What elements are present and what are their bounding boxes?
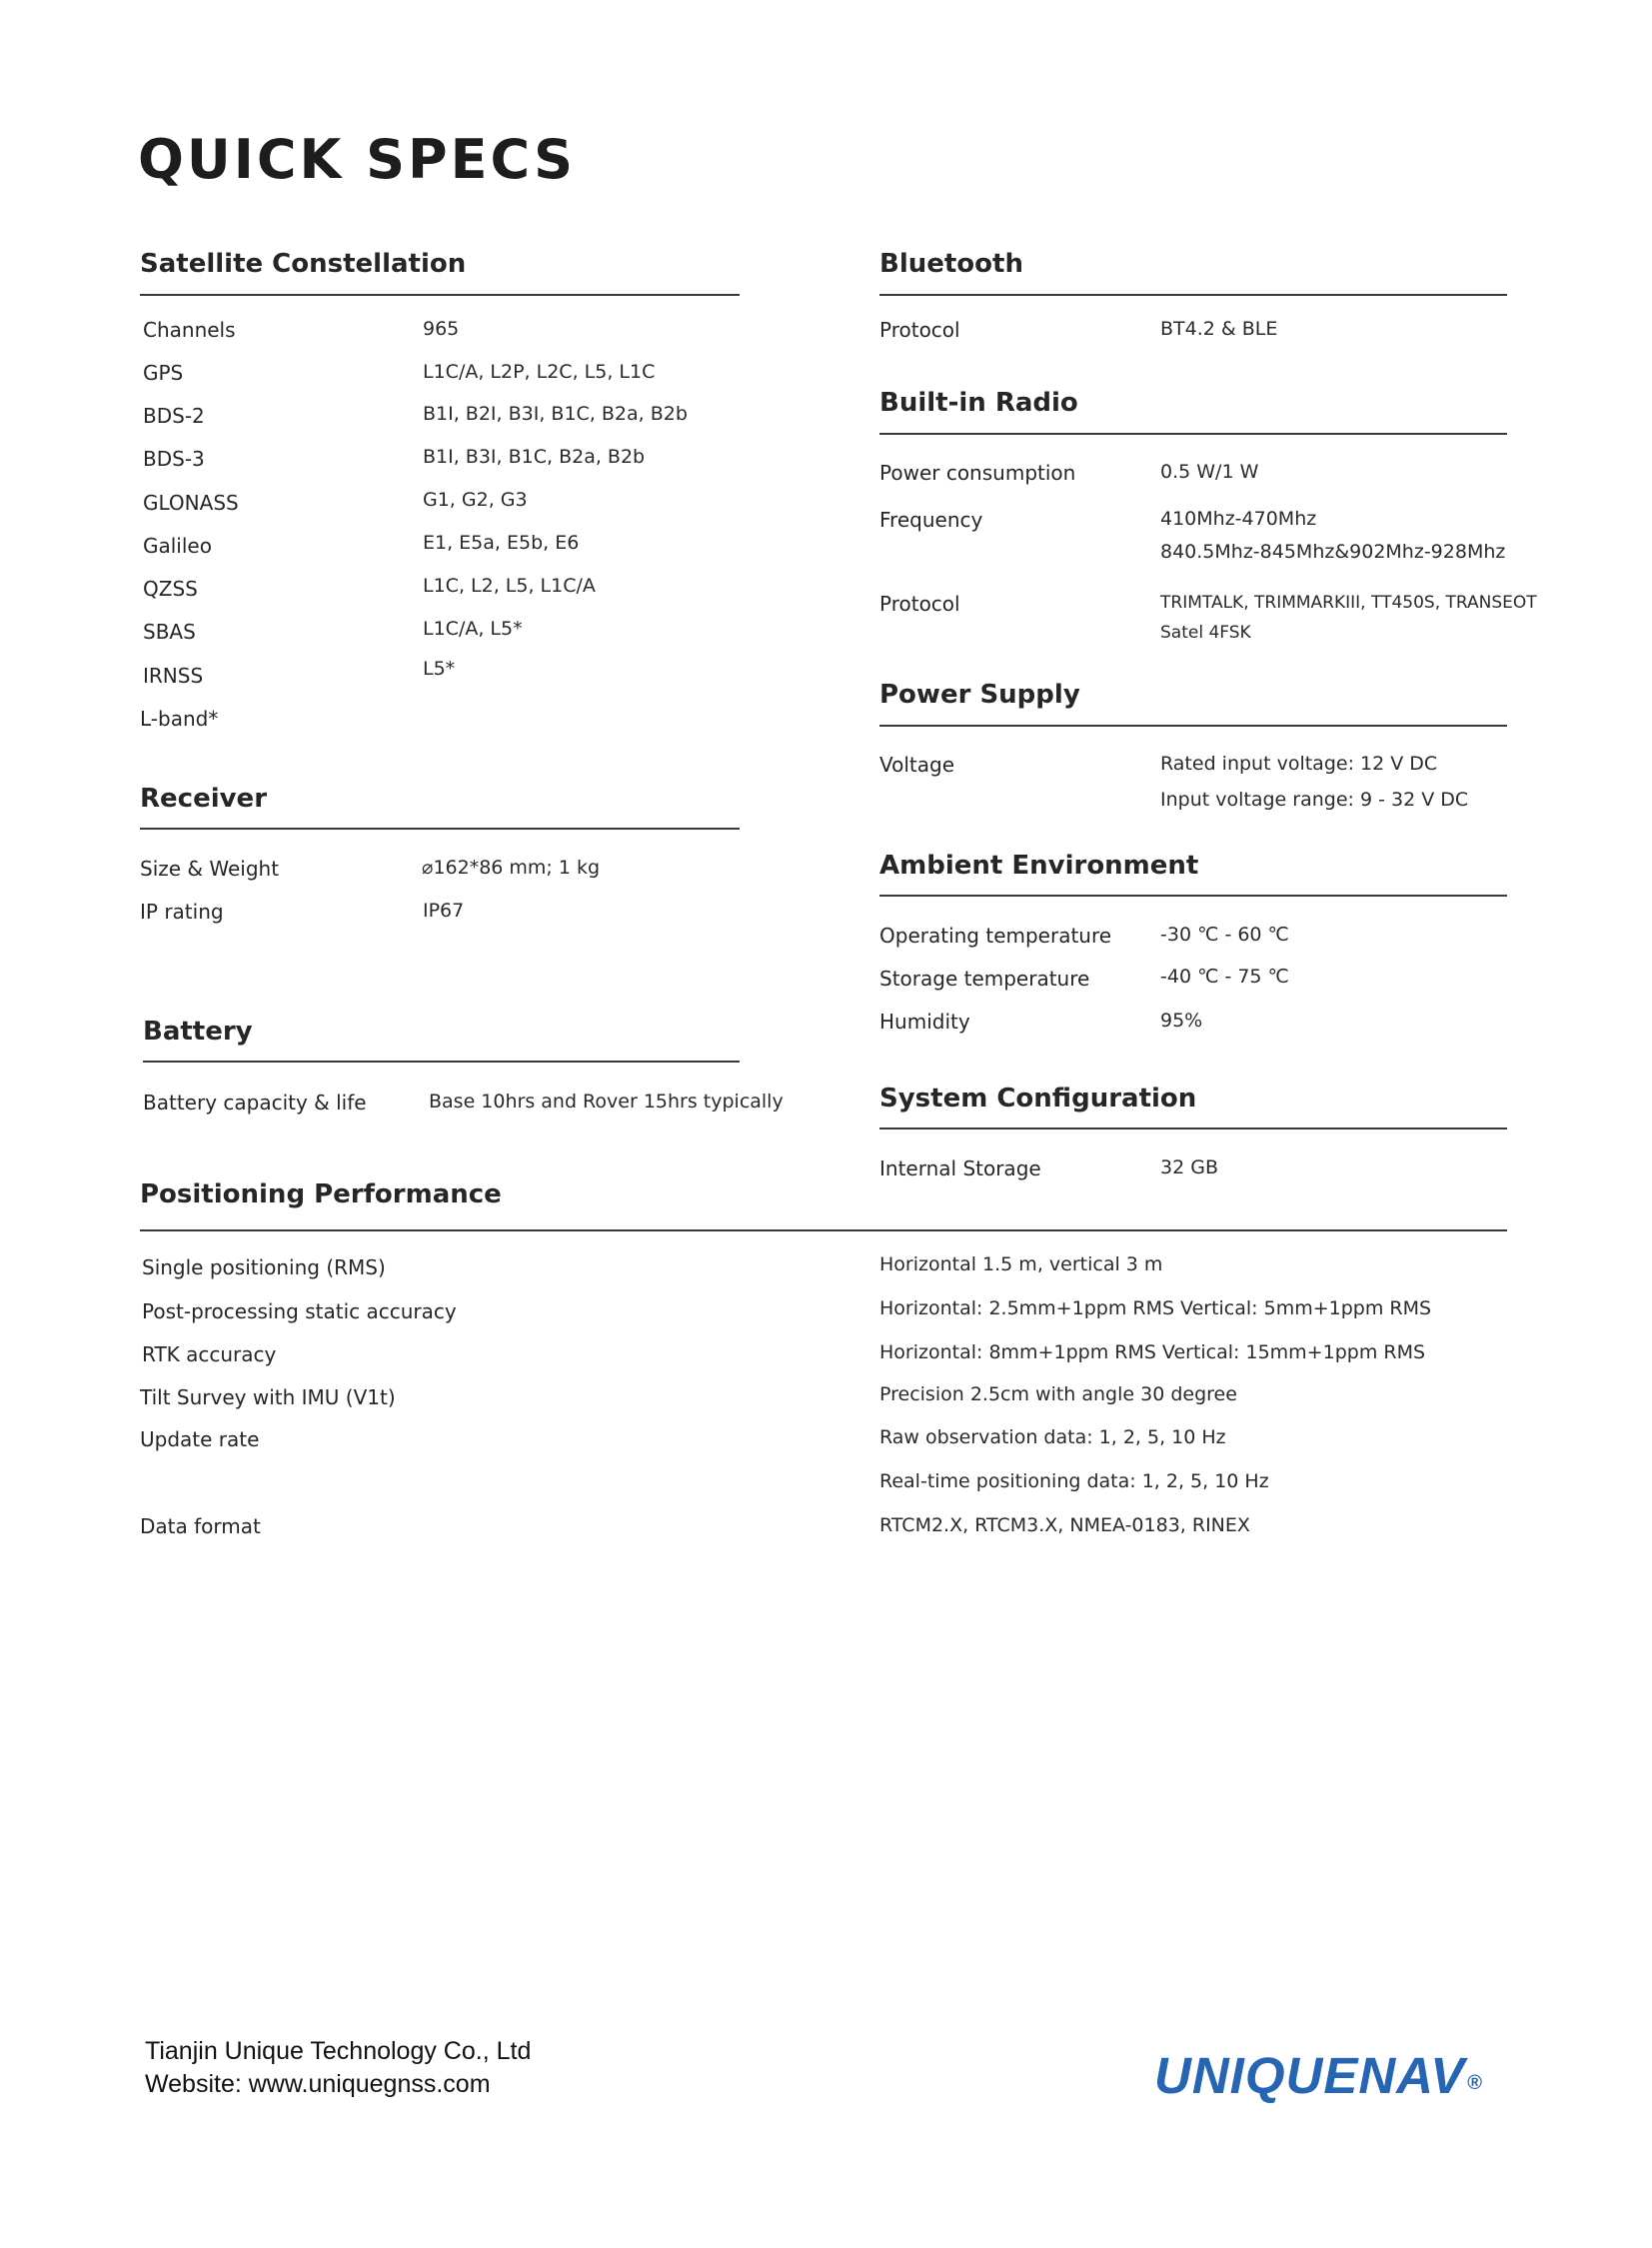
positioning-value: Horizontal: 2.5mm+1ppm RMS Vertical: 5mm+1ppm RMS: [879, 1297, 1432, 1319]
bluetooth-label: Protocol: [879, 318, 960, 342]
positioning-value: Raw observation data: 1, 2, 5, 10 Hz: [879, 1426, 1226, 1448]
positioning-label: Data format: [140, 1514, 261, 1538]
power-value: Rated input voltage: 12 V DC: [1160, 753, 1438, 775]
satellite-value: L1C/A, L2P, L2C, L5, L1C: [423, 361, 656, 383]
receiver-value: IP67: [423, 900, 465, 922]
satellite-value: B1I, B2I, B3I, B1C, B2a, B2b: [423, 403, 688, 425]
registered-mark: ®: [1467, 2072, 1483, 2094]
power-divider: [879, 725, 1507, 727]
positioning-label: Tilt Survey with IMU (V1t): [140, 1385, 396, 1409]
battery-divider: [143, 1061, 740, 1063]
system-label: Internal Storage: [879, 1156, 1041, 1180]
satellite-label: L-band*: [140, 707, 219, 731]
radio-value: 0.5 W/1 W: [1160, 461, 1259, 483]
satellite-heading: Satellite Constellation: [140, 249, 467, 279]
environment-label: Storage temperature: [879, 967, 1090, 991]
receiver-divider: [140, 828, 740, 830]
positioning-value: Precision 2.5cm with angle 30 degree: [879, 1383, 1237, 1405]
footer-company: Tianjin Unique Technology Co., Ltd: [145, 2037, 532, 2065]
power-heading: Power Supply: [879, 680, 1080, 710]
positioning-value: RTCM2.X, RTCM3.X, NMEA-0183, RINEX: [879, 1514, 1250, 1536]
satellite-label: GLONASS: [143, 491, 239, 515]
radio-label: Frequency: [879, 508, 983, 532]
environment-label: Humidity: [879, 1010, 970, 1034]
logo-text: UNIQUENAV: [1154, 2047, 1466, 2104]
environment-value: 95%: [1160, 1010, 1203, 1032]
bluetooth-divider: [879, 294, 1507, 296]
system-heading: System Configuration: [879, 1084, 1197, 1114]
page-title: QUICK SPECS: [138, 128, 576, 191]
positioning-label: Post-processing static accuracy: [142, 1299, 457, 1323]
positioning-label: Single positioning (RMS): [142, 1255, 386, 1279]
radio-value: 410Mhz-470Mhz: [1160, 508, 1317, 530]
satellite-label: Galileo: [143, 534, 212, 558]
satellite-value: G1, G2, G3: [423, 489, 528, 511]
satellite-label: BDS-3: [143, 447, 205, 471]
environment-divider: [879, 895, 1507, 897]
footer-website: Website: www.uniquegnss.com: [145, 2070, 491, 2098]
uniquenav-logo: [1154, 2046, 1483, 2105]
radio-value: Satel 4FSK: [1160, 623, 1251, 643]
battery-heading: Battery: [143, 1017, 253, 1047]
receiver-label: IP rating: [140, 900, 224, 924]
radio-label: Protocol: [879, 592, 960, 616]
satellite-label: BDS-2: [143, 404, 205, 428]
radio-value: 840.5Mhz-845Mhz&902Mhz-928Mhz: [1160, 541, 1506, 563]
power-value: Input voltage range: 9 - 32 V DC: [1160, 789, 1469, 811]
satellite-label: IRNSS: [143, 664, 204, 688]
bluetooth-heading: Bluetooth: [879, 249, 1023, 279]
positioning-value: Real-time positioning data: 1, 2, 5, 10 Hz: [879, 1470, 1269, 1492]
satellite-divider: [140, 294, 740, 296]
environment-label: Operating temperature: [879, 924, 1112, 948]
environment-heading: Ambient Environment: [879, 851, 1199, 881]
environment-value: -40 ℃ - 75 ℃: [1160, 966, 1289, 988]
satellite-value: E1, E5a, E5b, E6: [423, 532, 580, 554]
satellite-label: QZSS: [143, 577, 198, 601]
radio-divider: [879, 433, 1507, 435]
satellite-label: SBAS: [143, 620, 196, 644]
environment-value: -30 ℃ - 60 ℃: [1160, 924, 1289, 946]
positioning-value: Horizontal: 8mm+1ppm RMS Vertical: 15mm+1ppm RMS: [879, 1341, 1426, 1363]
positioning-divider: [140, 1229, 1507, 1231]
system-value: 32 GB: [1160, 1156, 1218, 1178]
positioning-heading: Positioning Performance: [140, 1179, 502, 1209]
satellite-value: 965: [423, 318, 460, 340]
satellite-value: L1C, L2, L5, L1C/A: [423, 575, 596, 597]
positioning-label: Update rate: [140, 1427, 260, 1451]
radio-label: Power consumption: [879, 461, 1076, 485]
positioning-label: RTK accuracy: [142, 1342, 277, 1366]
battery-value: Base 10hrs and Rover 15hrs typically: [429, 1091, 784, 1113]
satellite-label: Channels: [143, 318, 236, 342]
bluetooth-value: BT4.2 & BLE: [1160, 318, 1278, 340]
receiver-value: ⌀162*86 mm; 1 kg: [422, 857, 601, 879]
satellite-value: L1C/A, L5*: [423, 618, 523, 640]
system-divider: [879, 1127, 1507, 1129]
battery-label: Battery capacity & life: [143, 1091, 367, 1115]
receiver-heading: Receiver: [140, 784, 268, 814]
satellite-value: L5*: [423, 658, 456, 680]
power-label: Voltage: [879, 753, 955, 777]
radio-heading: Built-in Radio: [879, 388, 1078, 418]
receiver-label: Size & Weight: [140, 857, 280, 881]
satellite-label: GPS: [143, 361, 184, 385]
satellite-value: B1I, B3I, B1C, B2a, B2b: [423, 446, 646, 468]
radio-value: TRIMTALK, TRIMMARKIII, TT450S, TRANSEOT: [1160, 593, 1537, 613]
positioning-value: Horizontal 1.5 m, vertical 3 m: [879, 1253, 1163, 1275]
